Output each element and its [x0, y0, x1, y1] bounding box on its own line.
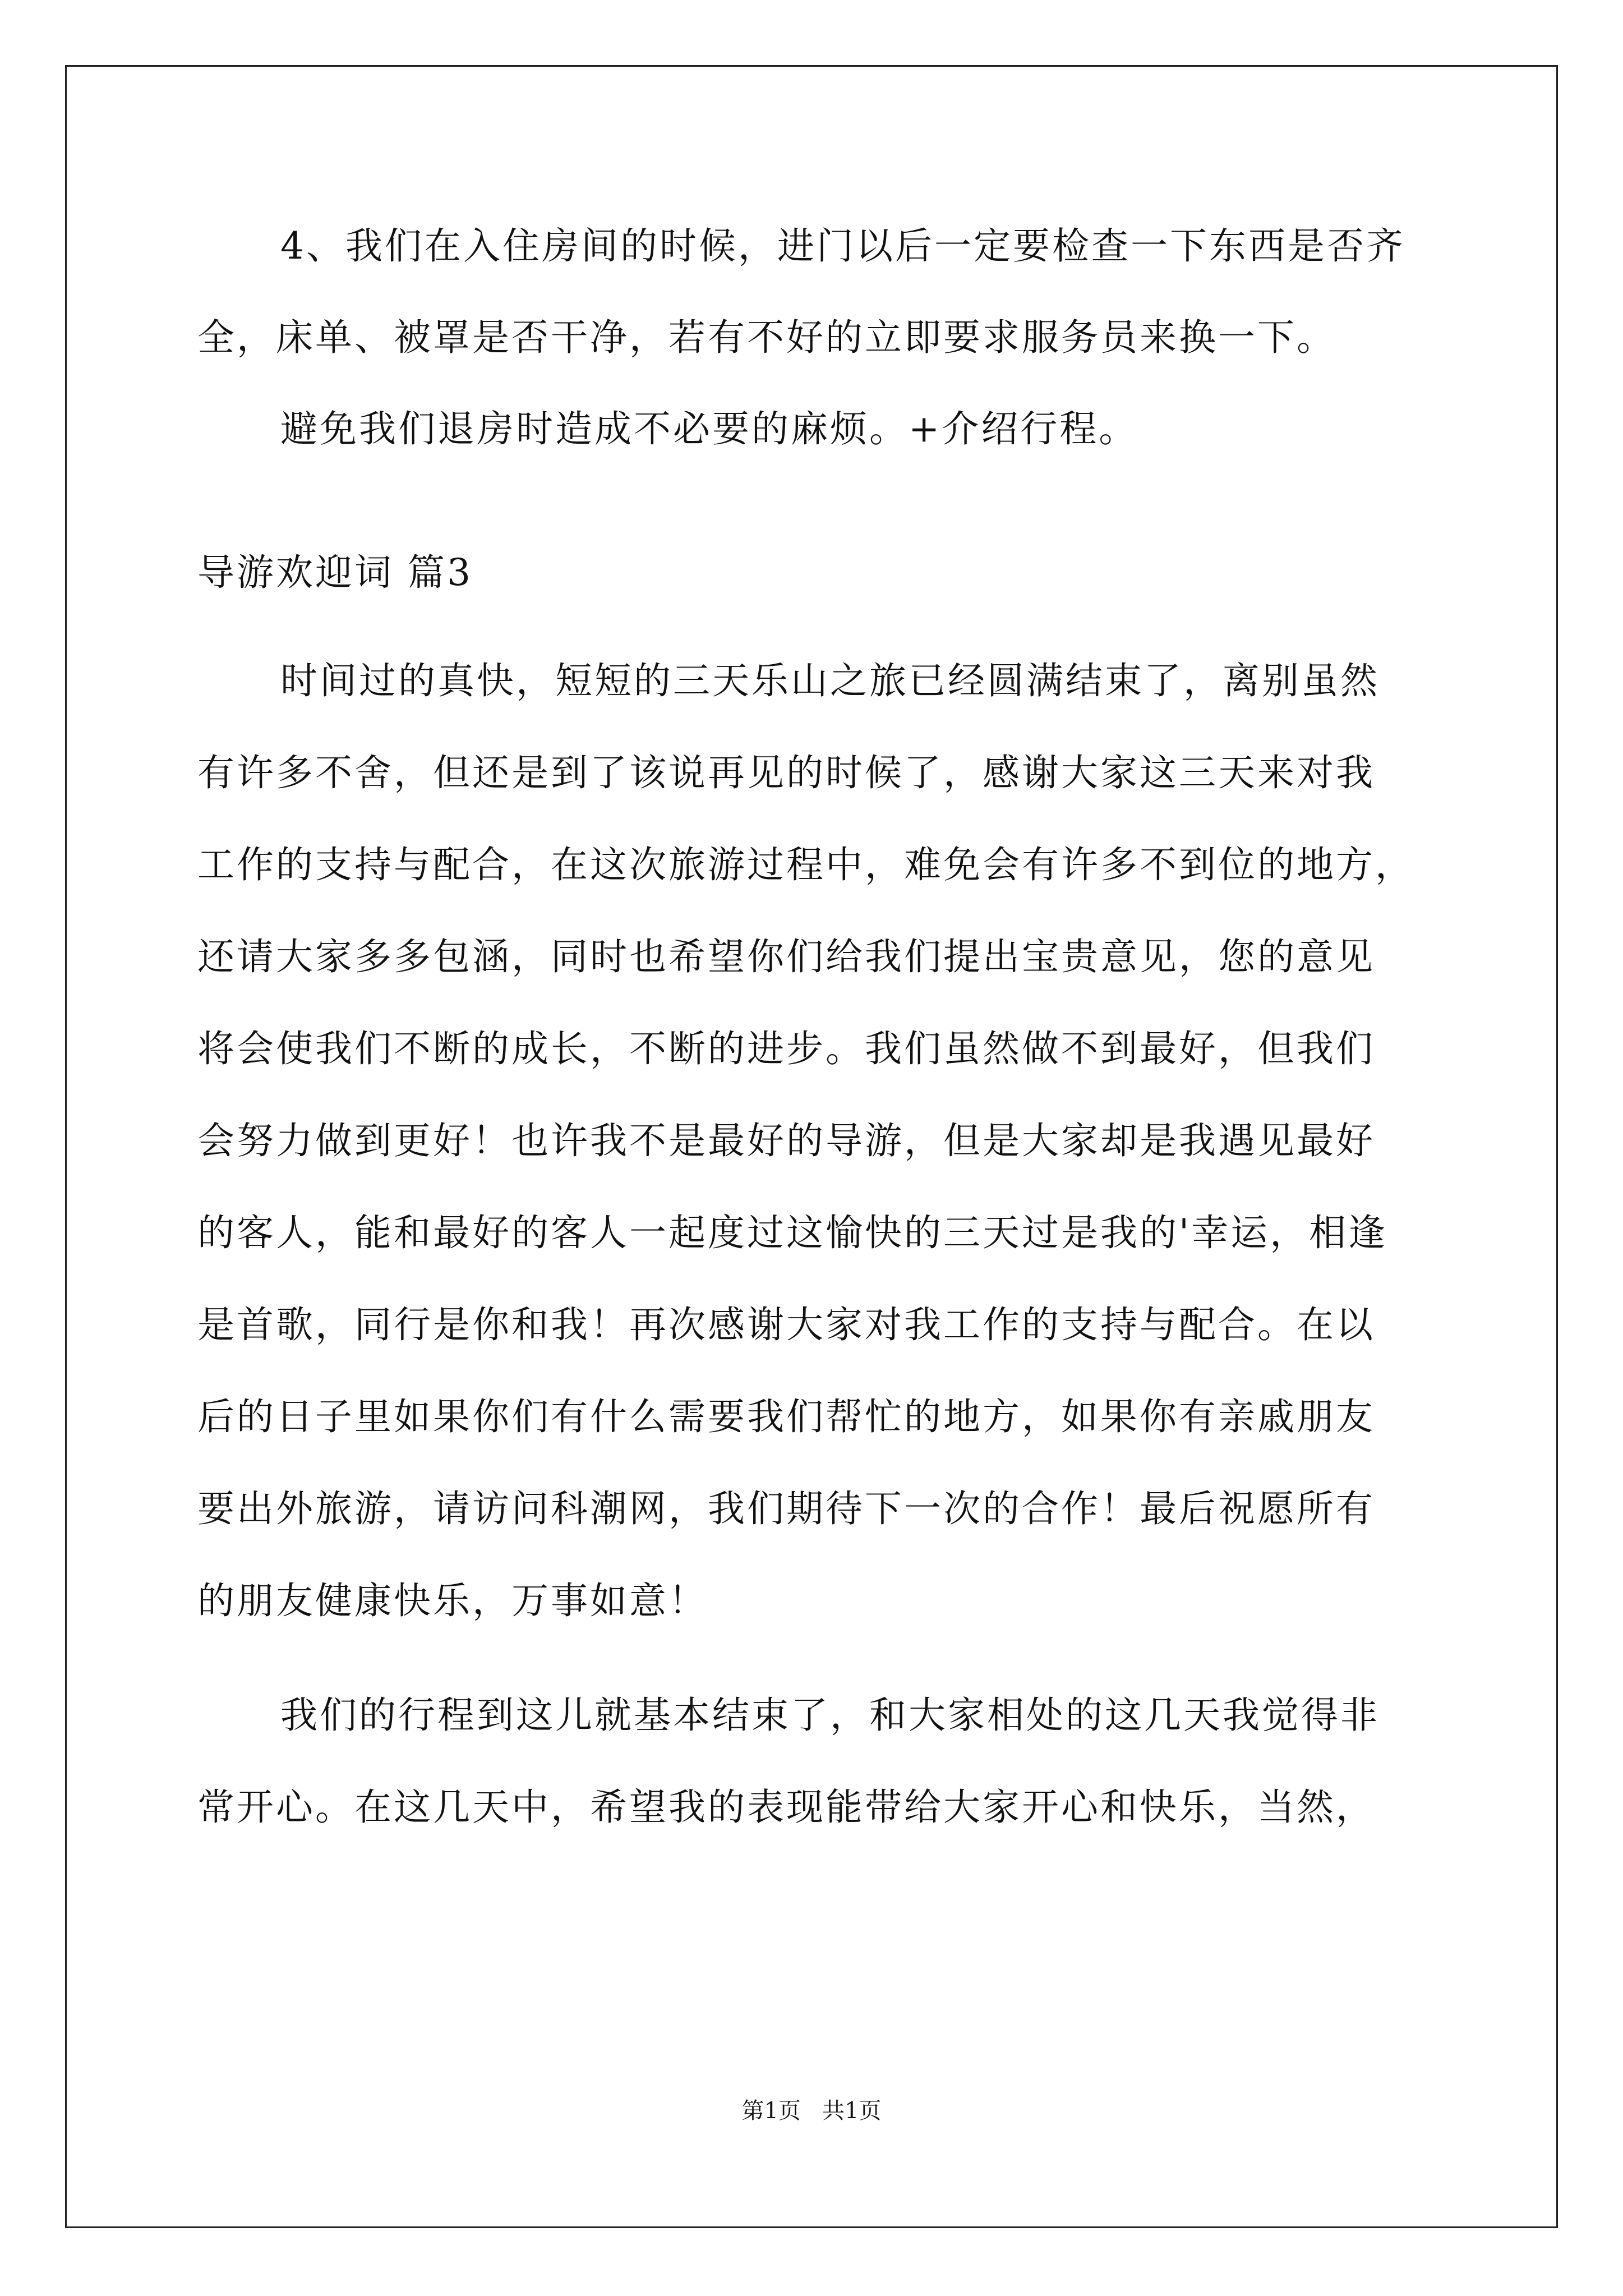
text-line: 还请大家多多包涵，同时也希望你们给我们提出宝贵意见，您的意见: [197, 935, 1375, 978]
text-line: 要出外旅游，请访问科潮网，我们期待下一次的合作！最后祝愿所有: [197, 1487, 1375, 1530]
text-line: 有许多不舍，但还是到了该说再见的时候了，感谢大家这三天来对我: [197, 751, 1375, 794]
text-line: 的客人，能和最好的客人一起度过这愉快的三天过是我的'幸运，相逢: [197, 1211, 1388, 1254]
text-line: 的朋友健康快乐，万事如意！: [197, 1579, 708, 1622]
text-line: 将会使我们不断的成长，不断的进步。我们虽然做不到最好，但我们: [197, 1027, 1375, 1070]
text-line: 4、我们在入住房间的时候，进门以后一定要检查一下东西是否齐: [280, 224, 1405, 268]
text-line: 会努力做到更好！也许我不是最好的导游，但是大家却是我遇见最好: [197, 1119, 1375, 1162]
text-line: 工作的支持与配合，在这次旅游过程中，难免会有许多不到位的地方，: [197, 843, 1414, 886]
text-line: 我们的行程到这儿就基本结束了，和大家相处的这几天我觉得非: [280, 1694, 1380, 1737]
text-line: 常开心。在这几天中，希望我的表现能带给大家开心和快乐，当然，: [197, 1786, 1375, 1829]
page-number: 第1页 共1页: [741, 2098, 882, 2124]
text-line: 全，床单、被罩是否干净，若有不好的立即要求服务员来换一下。: [197, 316, 1336, 359]
text-line: 后的日子里如果你们有什么需要我们帮忙的地方，如果你有亲戚朋友: [197, 1395, 1375, 1438]
text-line: 避免我们退房时造成不必要的麻烦。+介绍行程。: [280, 407, 1138, 450]
text-line: 是首歌，同行是你和我！再次感谢大家对我工作的支持与配合。在以: [197, 1303, 1375, 1346]
text-line: 时间过的真快，短短的三天乐山之旅已经圆满结束了，离别虽然: [280, 659, 1380, 702]
section-heading: 导游欢迎词 篇3: [197, 551, 473, 594]
